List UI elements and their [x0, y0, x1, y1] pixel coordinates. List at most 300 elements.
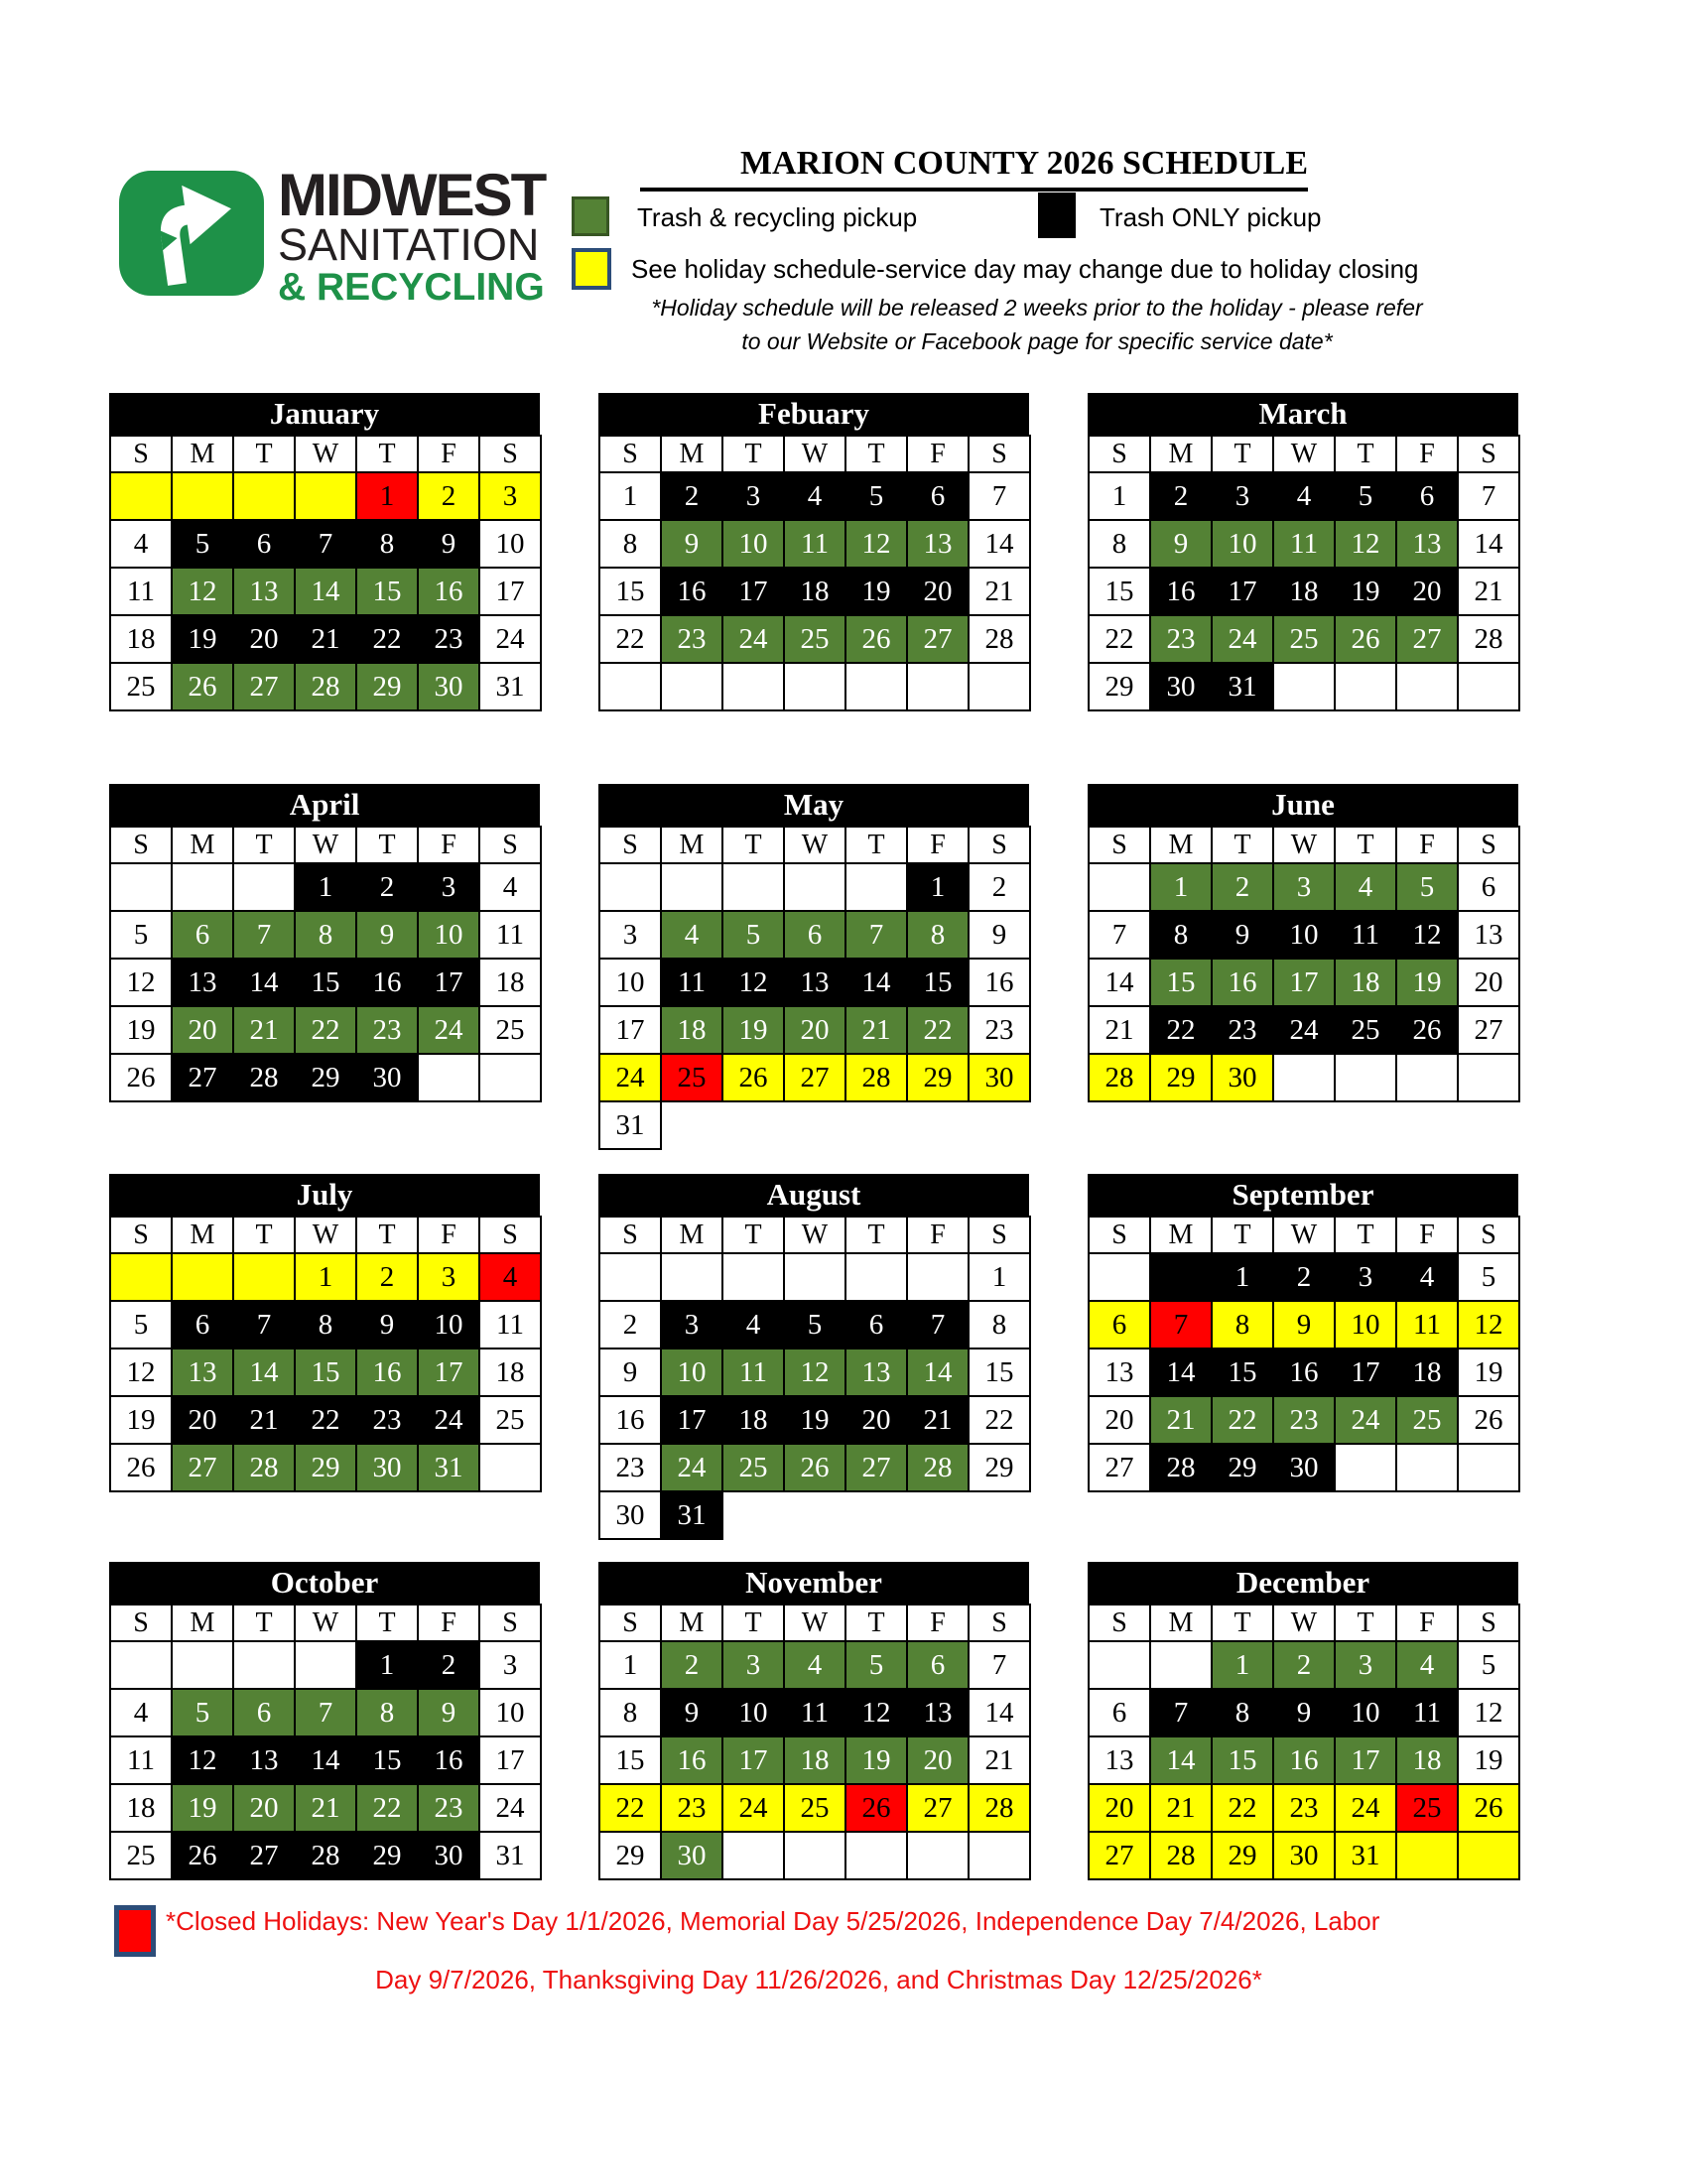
day-cell: 12	[845, 1689, 907, 1736]
empty-cell	[233, 472, 295, 520]
month-grid	[598, 435, 1031, 711]
weekday-header: M	[1150, 436, 1212, 472]
day-cell: 26	[784, 1444, 845, 1491]
day-cell: 5	[172, 520, 233, 568]
day-cell: 26	[1458, 1396, 1519, 1444]
day-cell: 19	[172, 615, 233, 663]
day-cell: 14	[295, 1736, 356, 1784]
day-cell: 10	[722, 1689, 784, 1736]
day-cell: 23	[599, 1444, 661, 1491]
day-cell: 28	[907, 1444, 969, 1491]
day-cell: 13	[845, 1349, 907, 1396]
day-cell: 5	[845, 472, 907, 520]
logo-text	[278, 162, 546, 309]
weekday-header: T	[356, 1217, 418, 1253]
weekday-header: F	[907, 1217, 969, 1253]
day-cell: 24	[661, 1444, 722, 1491]
day-cell: 8	[599, 520, 661, 568]
empty-cell	[845, 1253, 907, 1301]
day-cell: 27	[907, 615, 969, 663]
day-cell: 16	[1212, 959, 1273, 1006]
weekday-header: M	[661, 1217, 722, 1253]
day-cell: 20	[172, 1006, 233, 1054]
day-cell: 2	[599, 1301, 661, 1349]
day-cell: 29	[295, 1444, 356, 1491]
day-cell: 29	[356, 1832, 418, 1879]
empty-cell	[661, 1253, 722, 1301]
day-cell: 4	[479, 1253, 541, 1301]
day-cell: 9	[356, 1301, 418, 1349]
month-title: January	[109, 393, 540, 435]
day-cell: 30	[661, 1832, 722, 1879]
day-cell: 10	[1273, 911, 1335, 959]
day-cell: 25	[1396, 1784, 1458, 1832]
day-cell: 21	[907, 1396, 969, 1444]
month-december	[1088, 1562, 1518, 1880]
weekday-header: W	[1273, 1605, 1335, 1641]
day-cell: 20	[233, 1784, 295, 1832]
day-cell: 18	[784, 1736, 845, 1784]
day-cell: 19	[722, 1006, 784, 1054]
day-cell: 4	[479, 863, 541, 911]
day-cell: 20	[907, 568, 969, 615]
day-cell: 25	[1396, 1396, 1458, 1444]
day-cell: 10	[661, 1349, 722, 1396]
day-cell: 5	[784, 1301, 845, 1349]
day-cell: 10	[722, 520, 784, 568]
empty-cell	[1396, 1054, 1458, 1101]
day-cell: 12	[172, 568, 233, 615]
empty-cell	[1458, 1054, 1519, 1101]
day-cell: 12	[110, 1349, 172, 1396]
day-cell: 5	[1458, 1641, 1519, 1689]
day-cell: 28	[969, 615, 1030, 663]
day-cell: 16	[418, 568, 479, 615]
month-april	[109, 784, 540, 1150]
day-cell: 10	[479, 520, 541, 568]
weekday-header: W	[295, 827, 356, 863]
day-cell: 15	[295, 1349, 356, 1396]
day-cell: 22	[907, 1006, 969, 1054]
day-cell: 6	[907, 1641, 969, 1689]
day-cell: 8	[356, 520, 418, 568]
day-cell: 29	[356, 663, 418, 710]
day-cell: 30	[418, 663, 479, 710]
day-cell: 21	[1089, 1006, 1150, 1054]
day-cell: 19	[845, 568, 907, 615]
day-cell: 18	[1396, 1349, 1458, 1396]
empty-cell	[907, 1253, 969, 1301]
day-cell: 20	[784, 1006, 845, 1054]
day-cell: 10	[1335, 1301, 1396, 1349]
empty-cell	[907, 663, 969, 710]
day-cell: 15	[356, 568, 418, 615]
day-cell: 12	[1396, 911, 1458, 959]
day-cell: 24	[1335, 1396, 1396, 1444]
day-cell: 31	[479, 1832, 541, 1879]
day-cell: 31	[599, 1101, 661, 1149]
month-september	[1088, 1174, 1518, 1540]
day-cell: 2	[661, 1641, 722, 1689]
day-cell: 27	[1458, 1006, 1519, 1054]
month-title: December	[1088, 1562, 1518, 1604]
month-grid	[1088, 826, 1520, 1102]
weekday-header: W	[1273, 1217, 1335, 1253]
day-cell: 24	[1335, 1784, 1396, 1832]
day-cell: 2	[1273, 1253, 1335, 1301]
day-cell: 7	[1089, 911, 1150, 959]
empty-cell	[1335, 1444, 1396, 1491]
day-cell: 1	[295, 1253, 356, 1301]
weekday-header: T	[233, 1605, 295, 1641]
weekday-header: W	[1273, 827, 1335, 863]
day-cell: 30	[599, 1491, 661, 1539]
day-cell: 3	[418, 863, 479, 911]
day-cell: 14	[1150, 1349, 1212, 1396]
day-cell: 29	[907, 1054, 969, 1101]
day-cell: 12	[110, 959, 172, 1006]
weekday-header: F	[907, 1605, 969, 1641]
weekday-header: T	[722, 827, 784, 863]
day-cell: 28	[1150, 1832, 1212, 1879]
day-cell: 25	[110, 1832, 172, 1879]
day-cell: 18	[784, 568, 845, 615]
day-cell: 28	[233, 1054, 295, 1101]
weekday-header: S	[1458, 436, 1519, 472]
weekday-header: T	[356, 1605, 418, 1641]
logo-line-midwest: MIDWEST	[278, 162, 546, 228]
day-cell: 21	[295, 1784, 356, 1832]
day-cell: 21	[295, 615, 356, 663]
day-cell: 9	[1150, 520, 1212, 568]
month-title: November	[598, 1562, 1029, 1604]
empty-cell	[784, 663, 845, 710]
weekday-header: T	[233, 1217, 295, 1253]
empty-cell	[172, 472, 233, 520]
weekday-header: S	[110, 1217, 172, 1253]
day-cell: 9	[599, 1349, 661, 1396]
day-cell: 13	[1089, 1736, 1150, 1784]
holiday-note	[556, 291, 1518, 358]
empty-cell	[233, 1641, 295, 1689]
weekday-header: S	[599, 1217, 661, 1253]
day-cell: 9	[661, 1689, 722, 1736]
day-cell: 18	[479, 1349, 541, 1396]
day-cell: 17	[661, 1396, 722, 1444]
weekday-header: F	[1396, 436, 1458, 472]
day-cell: 30	[1212, 1054, 1273, 1101]
month-title: Febuary	[598, 393, 1029, 435]
weekday-header: F	[1396, 827, 1458, 863]
empty-cell	[295, 472, 356, 520]
day-cell: 9	[1273, 1301, 1335, 1349]
day-cell: 12	[722, 959, 784, 1006]
day-cell: 21	[1150, 1396, 1212, 1444]
day-cell: 22	[1212, 1784, 1273, 1832]
month-grid	[1088, 1604, 1520, 1880]
day-cell: 2	[418, 1641, 479, 1689]
months-row-1	[109, 393, 1518, 711]
day-cell: 5	[722, 911, 784, 959]
day-cell: 8	[1150, 911, 1212, 959]
day-cell: 11	[784, 1689, 845, 1736]
day-cell: 7	[295, 520, 356, 568]
weekday-header: T	[233, 436, 295, 472]
day-cell: 29	[1212, 1832, 1273, 1879]
day-cell: 28	[1089, 1054, 1150, 1101]
day-cell: 17	[599, 1006, 661, 1054]
day-cell: 25	[479, 1396, 541, 1444]
legend-green-swatch	[572, 196, 609, 236]
day-cell: 1	[356, 472, 418, 520]
day-cell: 13	[233, 568, 295, 615]
empty-cell	[599, 663, 661, 710]
day-cell: 14	[845, 959, 907, 1006]
day-cell: 1	[907, 863, 969, 911]
month-grid	[109, 435, 542, 711]
empty-cell	[479, 1054, 541, 1101]
day-cell: 28	[845, 1054, 907, 1101]
day-cell: 16	[1150, 568, 1212, 615]
empty-cell	[599, 1253, 661, 1301]
day-cell: 30	[418, 1832, 479, 1879]
empty-cell	[722, 663, 784, 710]
day-cell: 1	[969, 1253, 1030, 1301]
day-cell: 8	[599, 1689, 661, 1736]
day-cell: 4	[1273, 472, 1335, 520]
day-cell: 22	[1089, 615, 1150, 663]
day-cell: 25	[1273, 615, 1335, 663]
day-cell: 20	[1089, 1784, 1150, 1832]
day-cell: 13	[172, 959, 233, 1006]
day-cell: 6	[172, 1301, 233, 1349]
day-cell: 31	[418, 1444, 479, 1491]
day-cell: 3	[599, 911, 661, 959]
day-cell: 6	[845, 1301, 907, 1349]
day-cell: 26	[1335, 615, 1396, 663]
day-cell: 14	[907, 1349, 969, 1396]
weekday-header: T	[1335, 1217, 1396, 1253]
day-cell: 2	[1212, 863, 1273, 911]
month-title: May	[598, 784, 1029, 826]
day-cell: 12	[845, 520, 907, 568]
month-grid	[109, 826, 542, 1102]
day-cell: 9	[356, 911, 418, 959]
day-cell: 17	[418, 1349, 479, 1396]
month-title: April	[109, 784, 540, 826]
empty-cell	[722, 1253, 784, 1301]
legend-black-swatch	[1038, 193, 1076, 238]
holiday-note-line1: *Holiday schedule will be released 2 weeks prior to the holiday - please refer	[651, 295, 1423, 321]
empty-cell	[969, 1832, 1030, 1879]
day-cell: 17	[1335, 1736, 1396, 1784]
day-cell: 24	[722, 1784, 784, 1832]
day-cell: 7	[233, 1301, 295, 1349]
weekday-header: M	[172, 1217, 233, 1253]
weekday-header: T	[845, 436, 907, 472]
weekday-header: S	[1089, 827, 1150, 863]
day-cell: 9	[969, 911, 1030, 959]
weekday-header: F	[1396, 1605, 1458, 1641]
day-cell: 3	[1273, 863, 1335, 911]
weekday-header: M	[172, 436, 233, 472]
weekday-header: M	[172, 827, 233, 863]
day-cell: 17	[722, 1736, 784, 1784]
day-cell: 18	[1396, 1736, 1458, 1784]
day-cell: 22	[1212, 1396, 1273, 1444]
day-cell: 1	[599, 472, 661, 520]
day-cell: 6	[907, 472, 969, 520]
empty-cell	[722, 863, 784, 911]
day-cell: 1	[1089, 472, 1150, 520]
weekday-header: W	[784, 1217, 845, 1253]
day-cell: 19	[845, 1736, 907, 1784]
day-cell: 29	[1089, 663, 1150, 710]
day-cell: 26	[172, 1832, 233, 1879]
month-october	[109, 1562, 540, 1880]
empty-cell	[1150, 1641, 1212, 1689]
day-cell: 14	[1150, 1736, 1212, 1784]
legend-green-label: Trash & recycling pickup	[637, 202, 918, 232]
day-cell: 27	[233, 1832, 295, 1879]
day-cell: 11	[1273, 520, 1335, 568]
weekday-header: S	[479, 436, 541, 472]
day-cell: 24	[722, 615, 784, 663]
day-cell: 5	[1458, 1253, 1519, 1301]
empty-cell	[1396, 663, 1458, 710]
day-cell: 23	[1212, 1006, 1273, 1054]
day-cell: 3	[1335, 1641, 1396, 1689]
day-cell: 16	[356, 1349, 418, 1396]
empty-cell	[1335, 663, 1396, 710]
day-cell: 2	[969, 863, 1030, 911]
day-cell: 17	[1212, 568, 1273, 615]
day-cell: 20	[907, 1736, 969, 1784]
day-cell: 20	[1458, 959, 1519, 1006]
day-cell: 26	[110, 1054, 172, 1101]
month-title: March	[1088, 393, 1518, 435]
month-title: August	[598, 1174, 1029, 1216]
day-cell: 11	[1335, 911, 1396, 959]
weekday-header: T	[722, 1605, 784, 1641]
day-cell: 26	[1396, 1006, 1458, 1054]
day-cell: 15	[1150, 959, 1212, 1006]
day-cell: 17	[1273, 959, 1335, 1006]
day-cell: 25	[784, 615, 845, 663]
day-cell: 1	[1212, 1641, 1273, 1689]
day-cell: 27	[233, 663, 295, 710]
day-cell: 17	[722, 568, 784, 615]
day-cell: 19	[1458, 1349, 1519, 1396]
months-row-2	[109, 784, 1518, 1150]
day-cell: 21	[233, 1006, 295, 1054]
empty-cell	[1458, 1832, 1519, 1879]
day-cell: 19	[1458, 1736, 1519, 1784]
weekday-header: S	[969, 436, 1030, 472]
day-cell: 6	[784, 911, 845, 959]
day-cell: 7	[845, 911, 907, 959]
day-cell: 21	[969, 568, 1030, 615]
day-cell: 22	[295, 1006, 356, 1054]
day-cell: 22	[356, 615, 418, 663]
weekday-header: S	[599, 436, 661, 472]
weekday-header: S	[1089, 1605, 1150, 1641]
weekday-header: T	[722, 1217, 784, 1253]
empty-cell	[599, 863, 661, 911]
day-cell: 15	[1212, 1349, 1273, 1396]
empty-cell	[1273, 663, 1335, 710]
day-cell: 11	[479, 1301, 541, 1349]
day-cell: 19	[1335, 568, 1396, 615]
day-cell: 4	[1335, 863, 1396, 911]
page-title: MARION COUNTY 2026 SCHEDULE	[640, 145, 1308, 192]
empty-cell	[110, 863, 172, 911]
logo-line-recycling: & RECYCLING	[278, 266, 545, 309]
weekday-header: S	[1458, 1605, 1519, 1641]
empty-cell	[110, 1253, 172, 1301]
day-cell: 8	[969, 1301, 1030, 1349]
day-cell: 20	[233, 615, 295, 663]
day-cell: 18	[110, 615, 172, 663]
day-cell: 9	[1273, 1689, 1335, 1736]
day-cell: 20	[845, 1396, 907, 1444]
day-cell: 16	[969, 959, 1030, 1006]
legend-yellow-swatch	[572, 248, 611, 290]
day-cell: 4	[722, 1301, 784, 1349]
empty-cell	[845, 863, 907, 911]
day-cell: 4	[784, 472, 845, 520]
day-cell: 19	[784, 1396, 845, 1444]
day-cell: 27	[784, 1054, 845, 1101]
day-cell: 27	[1089, 1444, 1150, 1491]
day-cell: 28	[295, 663, 356, 710]
day-cell: 30	[969, 1054, 1030, 1101]
day-cell: 23	[661, 615, 722, 663]
day-cell: 7	[1150, 1301, 1212, 1349]
weekday-header: S	[599, 1605, 661, 1641]
day-cell: 5	[1396, 863, 1458, 911]
day-cell: 13	[172, 1349, 233, 1396]
day-cell: 11	[110, 1736, 172, 1784]
empty-cell	[661, 863, 722, 911]
holiday-note-line2: to our Website or Facebook page for specific service date*	[741, 328, 1333, 354]
weekday-header: W	[295, 1217, 356, 1253]
empty-cell	[233, 863, 295, 911]
day-cell: 28	[1150, 1444, 1212, 1491]
weekday-header: W	[295, 1605, 356, 1641]
day-cell: 5	[172, 1689, 233, 1736]
day-cell: 28	[969, 1784, 1030, 1832]
weekday-header: F	[418, 436, 479, 472]
day-cell: 23	[661, 1784, 722, 1832]
day-cell: 24	[418, 1006, 479, 1054]
day-cell: 23	[356, 1006, 418, 1054]
day-cell: 8	[907, 911, 969, 959]
day-cell: 3	[479, 472, 541, 520]
weekday-header: T	[233, 827, 295, 863]
day-cell: 27	[907, 1784, 969, 1832]
empty-cell	[969, 663, 1030, 710]
legend-black-label: Trash ONLY pickup	[1100, 202, 1322, 232]
empty-cell	[907, 1832, 969, 1879]
day-cell: 23	[418, 615, 479, 663]
day-cell: 25	[110, 663, 172, 710]
day-cell: 26	[1458, 1784, 1519, 1832]
day-cell: 19	[110, 1006, 172, 1054]
day-cell: 25	[722, 1444, 784, 1491]
day-cell: 21	[1150, 1784, 1212, 1832]
day-cell: 7	[969, 472, 1030, 520]
